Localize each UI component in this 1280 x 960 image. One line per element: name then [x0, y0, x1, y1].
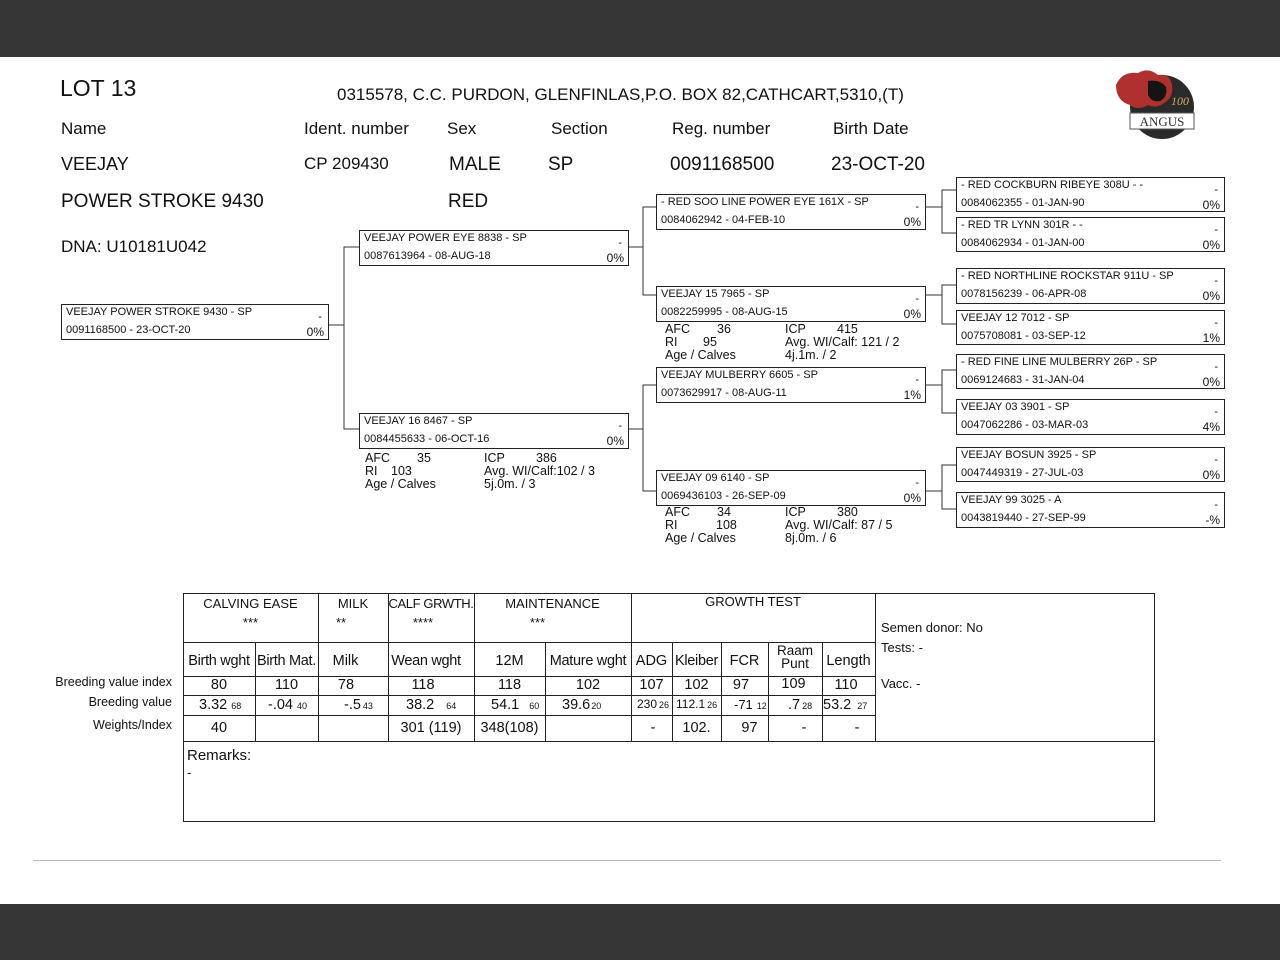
weight-12m: 348(108): [480, 720, 539, 736]
stars-maintenance: ***: [529, 615, 546, 630]
dam-dam-stats: AFC 34 ICP 380 RI 108 Avg. WI/Calf: 87 / 5 Age / Calves 8j.0m. / 6: [665, 505, 893, 545]
col-mature-wght: Mature wght: [549, 653, 627, 669]
logo-text: ANGUS: [1139, 114, 1185, 129]
index-fcr: 97: [732, 677, 750, 693]
col-wean-wght: Wean wght: [391, 653, 461, 669]
pedigree-sire: VEEJAY POWER EYE 8838 - SP - 0087613964 - 08-AUG-18 0%: [359, 230, 629, 266]
ident-number: CP 209430: [304, 154, 389, 173]
pedigree-ggp-7: VEEJAY BOSUN 3925 - SP - 0047449319 - 27-JUL-03 0%: [956, 447, 1225, 482]
bv-fcr: -71 12: [734, 697, 767, 712]
index-birth-mat: 110: [274, 677, 299, 693]
section-value: SP: [548, 154, 574, 175]
col-fcr: FCR: [729, 653, 760, 669]
reg-value: 0091168500: [670, 154, 775, 175]
label-sex: Sex: [447, 119, 477, 138]
colour-value: RED: [448, 191, 489, 212]
semen-donor: Semen donor: No: [881, 620, 983, 635]
weight-wean-wght: 301 (119): [400, 720, 462, 736]
label-reg: Reg. number: [672, 119, 771, 138]
col-length: Length: [826, 653, 871, 669]
bv-birth-mat: -.04 40: [268, 697, 308, 713]
label-section: Section: [551, 119, 608, 138]
dam-stats: AFC 35 ICP 386 RI 103 Avg. WI/Calf:102 / 3 Age / Calves 5j.0m. / 3: [365, 451, 595, 491]
pedigree-dam-sire: VEEJAY MULBERRY 6605 - SP - 0073629917 - 08-AUG-11 1%: [656, 367, 926, 403]
bottom-bar: [0, 904, 1280, 960]
index-length: 110: [834, 677, 858, 693]
lot-page: [0, 57, 1280, 904]
logo-badge: 100: [1171, 94, 1189, 108]
bv-12m: 54.1 60: [491, 697, 540, 713]
weight-raam-punt: -: [801, 720, 807, 736]
lot-number: LOT 13: [60, 75, 137, 101]
remarks-text: -: [187, 765, 192, 780]
label-ident: Ident. number: [304, 119, 409, 138]
bv-raam-punt: .7 28: [788, 697, 813, 713]
animal-name-2: POWER STROKE 9430: [61, 191, 264, 212]
weight-fcr: 97: [741, 720, 758, 736]
pedigree-ggp-4: VEEJAY 12 7012 - SP - 0075708081 - 03-SEP-12 1%: [956, 310, 1225, 345]
row-label-weights: Weights/Index: [93, 718, 172, 732]
index-adg: 107: [639, 677, 664, 693]
col-adg: ADG: [635, 653, 668, 669]
bv-milk: -.5 43: [344, 697, 373, 713]
index-kleiber: 102: [684, 677, 709, 693]
col-kleiber: Kleiber: [674, 653, 719, 669]
pedigree-ggp-3: - RED NORTHLINE ROCKSTAR 911U - SP - 0078156239 - 06-APR-08 0%: [956, 268, 1225, 304]
bv-mature-wght: 39.620: [562, 697, 602, 713]
index-wean-wght: 118: [411, 677, 435, 693]
pedigree-sire-dam: VEEJAY 15 7965 - SP - 0082259995 - 08-AUG-15 0%: [656, 286, 926, 322]
pedigree-ggp-1: - RED COCKBURN RIBEYE 308U - - - 0084062355 - 01-JAN-90 0%: [956, 177, 1225, 212]
group-calf-growth: CALF GRWTH.: [388, 596, 474, 611]
angus-logo: [1108, 65, 1200, 145]
group-growth-test: GROWTH TEST: [705, 594, 801, 609]
pedigree-ggp-5: - RED FINE LINE MULBERRY 26P - SP - 0069124683 - 31-JAN-04 0%: [956, 354, 1225, 389]
index-12m: 118: [497, 677, 522, 693]
index-milk: 78: [337, 677, 355, 693]
index-birth-wght: 80: [210, 677, 228, 693]
col-birth-wght: Birth wght: [188, 653, 250, 669]
group-milk: MILK: [337, 596, 369, 611]
vaccinations: Vacc. -: [881, 676, 921, 691]
owner-line: 0315578, C.C. PURDON, GLENFINLAS,P.O. BOX 82,CATHCART,5310,(T): [337, 85, 904, 104]
label-birth: Birth Date: [833, 119, 909, 138]
bv-length: 53.2 27: [823, 697, 868, 713]
weight-adg: -: [650, 720, 656, 736]
stars-milk: **: [335, 615, 347, 630]
index-mature-wght: 102: [575, 677, 601, 693]
row-label-bv: Breeding value: [88, 695, 172, 709]
pedigree-ggp-6: VEEJAY 03 3901 - SP - 0047062286 - 03-MAR-03 4%: [956, 399, 1225, 435]
weight-kleiber: 102.: [682, 720, 711, 736]
weight-length: -: [854, 720, 860, 736]
sex-value: MALE: [449, 154, 501, 175]
page-divider: [33, 860, 1221, 861]
bv-adg: 230 26: [637, 697, 670, 711]
animal-name-1: VEEJAY: [61, 154, 129, 174]
birth-value: 23-OCT-20: [831, 154, 925, 175]
pedigree-dam: VEEJAY 16 8467 - SP - 0084455633 - 06-OCT-16 0%: [359, 413, 629, 449]
top-bar: [0, 0, 1280, 57]
pedigree-ggp-8: VEEJAY 99 3025 - A - 0043819440 - 27-SEP-99 -%: [956, 492, 1225, 528]
col-birth-mat: Birth Mat.: [256, 653, 317, 669]
stars-calf: ****: [412, 615, 434, 630]
bv-birth-wght: 3.32 68: [199, 697, 242, 713]
pedigree-ggp-2: - RED TR LYNN 301R - - - 0084062934 - 01-JAN-00 0%: [956, 217, 1225, 252]
weight-birth-wght: 40: [210, 720, 228, 736]
pedigree-dam-dam: VEEJAY 09 6140 - SP - 0069436103 - 26-SEP-09 0%: [656, 470, 926, 506]
stars-calving: ***: [242, 615, 259, 630]
pedigree-subject: VEEJAY POWER STROKE 9430 - SP - 0091168500 - 23-OCT-20 0%: [61, 304, 329, 340]
remarks-label: Remarks:: [187, 747, 252, 764]
bv-wean-wght: 38.2 64: [406, 697, 457, 713]
bv-kleiber: 112.1 26: [676, 697, 718, 711]
label-name: Name: [61, 119, 107, 138]
row-label-index: Breeding value index: [55, 675, 172, 689]
group-maintenance: MAINTENANCE: [505, 596, 600, 611]
tests: Tests: -: [881, 640, 923, 655]
pedigree-sire-sire: - RED SOO LINE POWER EYE 161X - SP - 0084062942 - 04-FEB-10 0%: [656, 194, 926, 230]
col-raam-punt: Raam Punt: [776, 643, 813, 671]
sire-dam-stats: AFC 36 ICP 415 RI 95 Avg. WI/Calf: 121 / 2 Age / Calves 4j.1m. / 2: [665, 322, 900, 362]
dna-code: DNA: U10181U042: [61, 237, 207, 256]
index-raam-punt: 109: [781, 676, 806, 692]
col-12m: 12M: [495, 653, 524, 669]
col-milk: Milk: [332, 653, 359, 669]
group-calving: CALVING EASE: [203, 596, 298, 611]
